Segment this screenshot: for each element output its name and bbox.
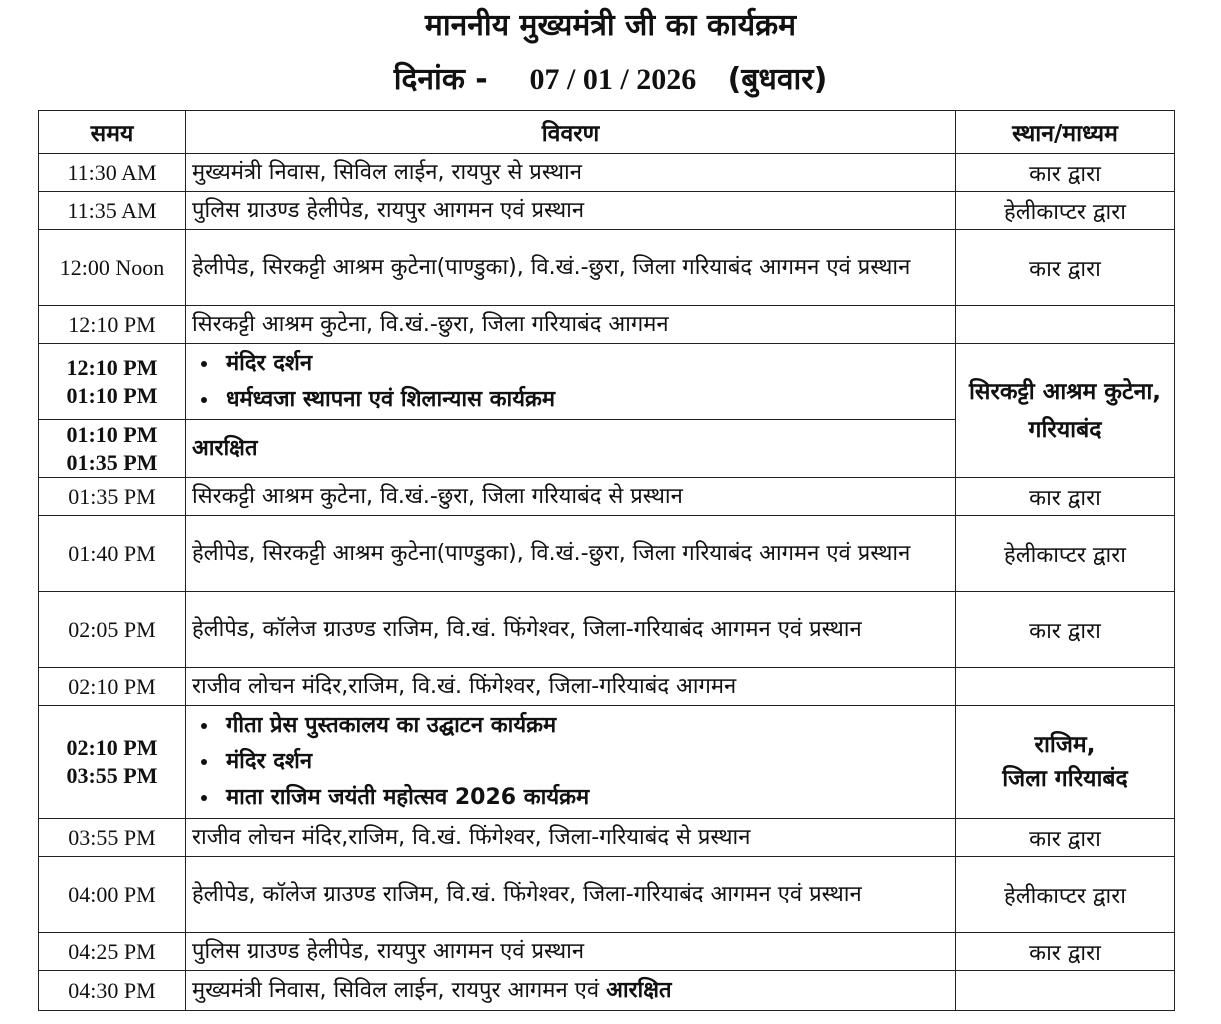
table-row [39, 819, 1175, 857]
time-to: 01:10 PM [66, 382, 158, 408]
mode-cell: हेलीकाप्टर द्वारा [956, 192, 1175, 230]
page-title: माननीय मुख्यमंत्री जी का कार्यक्रम [424, 8, 797, 43]
time-cell: 02:10 PM [39, 668, 186, 706]
time-cell: 11:35 AM [39, 192, 186, 230]
place-cell: सिरकट्टी आश्रम कुटेना, गरियाबंद [956, 344, 1175, 478]
table-row [39, 344, 1175, 420]
list-item: • धर्मध्वजा स्थापना एवं शिलान्यास कार्यक्रम [220, 382, 949, 418]
date-label: दिनांक - [393, 62, 488, 97]
table-row [39, 592, 1175, 668]
table-row [39, 192, 1175, 230]
mode-cell: कार द्वारा [956, 592, 1175, 668]
mode-cell: कार द्वारा [956, 154, 1175, 192]
table-row [39, 706, 1175, 819]
time-range-cell [39, 344, 186, 420]
list-item: • गीता प्रेस पुस्तकालय का उद्घाटन कार्यक्रम [220, 708, 949, 744]
place-cell [956, 706, 1175, 819]
mode-cell: हेलीकाप्टर द्वारा [956, 857, 1175, 933]
mode-cell: कार द्वारा [956, 478, 1175, 516]
time-cell: 04:25 PM [39, 933, 186, 971]
table-row [39, 478, 1175, 516]
table-row [39, 857, 1175, 933]
details-cell: हेलीपेड, कॉलेज ग्राउण्ड राजिम, वि.खं. फिंगेश्वर, जिला-गरियाबंद आगमन एवं प्रस्थान [186, 592, 956, 668]
details-cell: पुलिस ग्राउण्ड हेलीपेड, रायपुर आगमन एवं प्रस्थान [186, 192, 956, 230]
time-cell: 12:00 Noon [39, 230, 186, 306]
list-item: • मंदिर दर्शन [220, 346, 949, 382]
time-from: 01:10 PM [66, 421, 158, 447]
table-row [39, 971, 1175, 1011]
weekday: (बुधवार) [727, 62, 828, 97]
details-cell: मुख्यमंत्री निवास, सिविल लाईन, रायपुर से प्रस्थान [186, 154, 956, 192]
mode-cell: कार द्वारा [956, 230, 1175, 306]
details-cell: पुलिस ग्राउण्ड हेलीपेड, रायपुर आगमन एवं प्रस्थान [186, 933, 956, 971]
mode-cell [956, 306, 1175, 344]
mode-cell: कार द्वारा [956, 819, 1175, 857]
time-cell: 03:55 PM [39, 819, 186, 857]
details-cell: राजीव लोचन मंदिर,राजिम, वि.खं. फिंगेश्वर, जिला-गरियाबंद आगमन [186, 668, 956, 706]
mode-cell [956, 668, 1175, 706]
time-cell: 11:30 AM [39, 154, 186, 192]
time-to: 01:35 PM [66, 449, 158, 475]
column-header-place: स्थान/माध्यम [956, 111, 1175, 154]
time-cell: 01:35 PM [39, 478, 186, 516]
time-to: 03:55 PM [66, 763, 158, 788]
place-line: राजिम, [1034, 732, 1096, 758]
table-row [39, 306, 1175, 344]
event-list [192, 346, 949, 418]
list-item: • माता राजिम जयंती महोत्सव 2026 कार्यक्रम [220, 780, 949, 816]
date-value: 07 / 01 / 2026 [529, 63, 697, 96]
details-cell: सिरकट्टी आश्रम कुटेना, वि.खं.-छुरा, जिला गरियाबंद आगमन [186, 306, 956, 344]
details-cell [186, 706, 956, 819]
details-cell: हेलीपेड, कॉलेज ग्राउण्ड राजिम, वि.खं. फिंगेश्वर, जिला-गरियाबंद आगमन एवं प्रस्थान [186, 857, 956, 933]
time-cell: 01:40 PM [39, 516, 186, 592]
details-cell: राजीव लोचन मंदिर,राजिम, वि.खं. फिंगेश्वर, जिला-गरियाबंद से प्रस्थान [186, 819, 956, 857]
details-cell: आरक्षित [186, 420, 956, 478]
time-cell: 04:00 PM [39, 857, 186, 933]
table-row [39, 154, 1175, 192]
event-list [192, 708, 949, 816]
place-line: जिला गरियाबंद [1002, 766, 1128, 792]
time-cell: 04:30 PM [39, 971, 186, 1011]
column-header-details: विवरण [186, 111, 956, 154]
time-from: 02:10 PM [66, 735, 158, 760]
details-cell: सिरकट्टी आश्रम कुटेना, वि.खं.-छुरा, जिला गरियाबंद से प्रस्थान [186, 478, 956, 516]
details-cell [186, 344, 956, 420]
date-line [0, 58, 1221, 102]
table-header-row [39, 111, 1175, 154]
column-header-time: समय [39, 111, 186, 154]
schedule-table [38, 110, 1175, 1011]
details-text: मुख्यमंत्री निवास, सिविल लाईन, रायपुर आगमन एवं [192, 977, 600, 1003]
table-row [39, 668, 1175, 706]
time-range-cell [39, 420, 186, 478]
time-range-cell [39, 706, 186, 819]
time-cell: 12:10 PM [39, 306, 186, 344]
mode-cell: कार द्वारा [956, 933, 1175, 971]
details-cell: हेलीपेड, सिरकट्टी आश्रम कुटेना(पाण्डुका), वि.खं.-छुरा, जिला गरियाबंद आगमन एवं प्रस्थान [186, 516, 956, 592]
mode-cell [956, 971, 1175, 1011]
table-row [39, 933, 1175, 971]
details-bold-text: आरक्षित [606, 977, 672, 1003]
time-cell: 02:05 PM [39, 592, 186, 668]
table-row [39, 230, 1175, 306]
details-cell [186, 971, 956, 1011]
list-item: • मंदिर दर्शन [220, 744, 949, 780]
details-cell: हेलीपेड, सिरकट्टी आश्रम कुटेना(पाण्डुका), वि.खं.-छुरा, जिला गरियाबंद आगमन एवं प्रस्थान [186, 230, 956, 306]
time-from: 12:10 PM [66, 354, 158, 380]
table-row [39, 516, 1175, 592]
mode-cell: हेलीकाप्टर द्वारा [956, 516, 1175, 592]
